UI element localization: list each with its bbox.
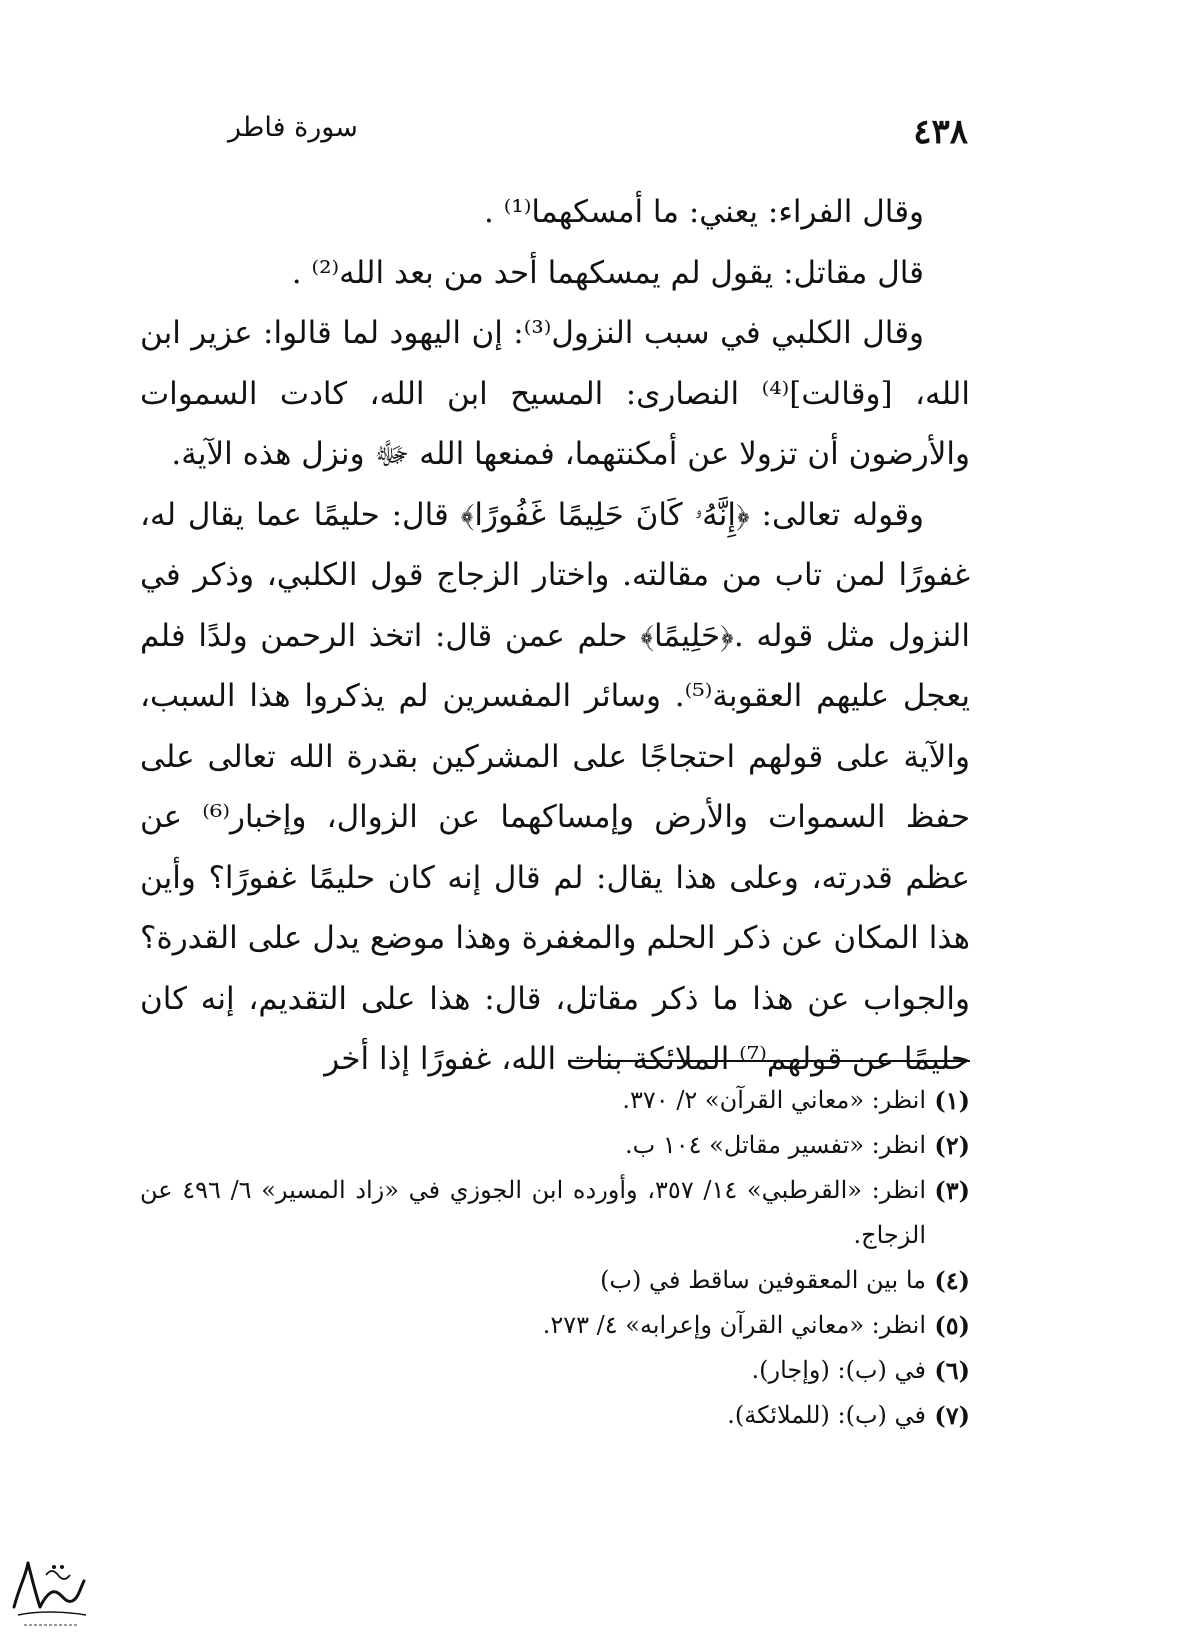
footnote-separator — [568, 1060, 970, 1062]
footnote-text: ما بين المعقوفين ساقط في (ب) — [600, 1266, 926, 1294]
paragraph-2: قال مقاتل: يقول لم يمسكهما أحد من بعد الله⁽²⁾ . — [291, 254, 924, 291]
footnote-text: انظر: «معاني القرآن وإعرابه» ٤/ ٢٧٣. — [542, 1311, 926, 1339]
footnote-text: في (ب): (وإجار). — [751, 1356, 926, 1384]
footnote-3 — [140, 1168, 970, 1258]
footnote-4 — [140, 1258, 970, 1303]
footnotes — [140, 1078, 970, 1438]
paragraph-4: وقوله تعالى: ﴿إِنَّهُۥ كَانَ حَلِيمًا غَفُورًا﴾ قال: حليمًا عما يقال له، غفورًا لمن تاب من مقالته. واختار الزجاج قول الكلبي، وذكر في النزول مثل قوله .﴿حَلِيمًا﴾ حلم عمن قال: اتخذ الرحمن ولدًا فلم يعجل عليهم العقوبة⁽⁵⁾. وسائر المفسرين لم يذكروا هذا السبب، والآية على قولهم احتجاجًا على المشركين بقدرة الله تعالى على حفظ السموات والأرض وإمساكهما عن الزوال، وإخبار⁽⁶⁾ عن عظم قدرته، وعلى هذا يقال: لم قال إنه كان حليمًا غفورًا؟ وأين هذا المكان عن ذكر الحلم والمغفرة وهذا موضع يدل على القدرة؟ والجواب عن هذا ما ذكر مقاتل، قال: هذا على التقديم، إنه كان حليمًا عن قولهم⁽⁷⁾ الملائكة بنات الله، غفورًا إذا أخر — [140, 496, 970, 1077]
footnote-6 — [140, 1348, 970, 1393]
library-stamp-logo — [6, 1545, 90, 1635]
footnote-5 — [140, 1303, 970, 1348]
footnote-1 — [140, 1078, 970, 1123]
footnote-number: (٥) — [934, 1311, 970, 1340]
paragraph-3: وقال الكلبي في سبب النزول⁽³⁾: إن اليهود لما قالوا: عزير ابن الله، [وقالت]⁽⁴⁾ النصارى: المسيح ابن الله، كادت السموات والأرضون أن تزولا عن أمكنتهما، فمنعها الله ﷻ ونزل هذه الآية. — [140, 315, 970, 472]
paragraph-1: وقال الفراء: يعني: ما أمسكهما⁽¹⁾ . — [484, 194, 924, 230]
page-header — [228, 112, 968, 162]
footnote-2 — [140, 1123, 970, 1168]
footnote-number: (٦) — [934, 1356, 970, 1385]
footnote-number: (٣) — [934, 1176, 970, 1205]
surah-title: سورة فاطر — [228, 112, 358, 143]
footnote-number: (٤) — [934, 1266, 970, 1295]
main-text — [140, 182, 970, 1090]
footnote-number: (١) — [934, 1086, 970, 1115]
footnote-7 — [140, 1393, 970, 1438]
footnote-text: انظر: «معاني القرآن» ٢/ ٣٧٠. — [622, 1086, 926, 1114]
footnote-number: (٢) — [934, 1131, 970, 1160]
footnote-number: (٧) — [934, 1401, 970, 1430]
page-number: ٤٣٨ — [913, 112, 968, 152]
footnote-text: في (ب): (للملائكة). — [727, 1401, 926, 1429]
footnote-text: انظر: «تفسير مقاتل» ١٠٤ ب. — [624, 1131, 926, 1159]
footnote-text: انظر: «القرطبي» ١٤/ ٣٥٧، وأورده ابن الجوزي في «زاد المسير» ٦/ ٤٩٦ عن الزجاج. — [140, 1176, 926, 1249]
